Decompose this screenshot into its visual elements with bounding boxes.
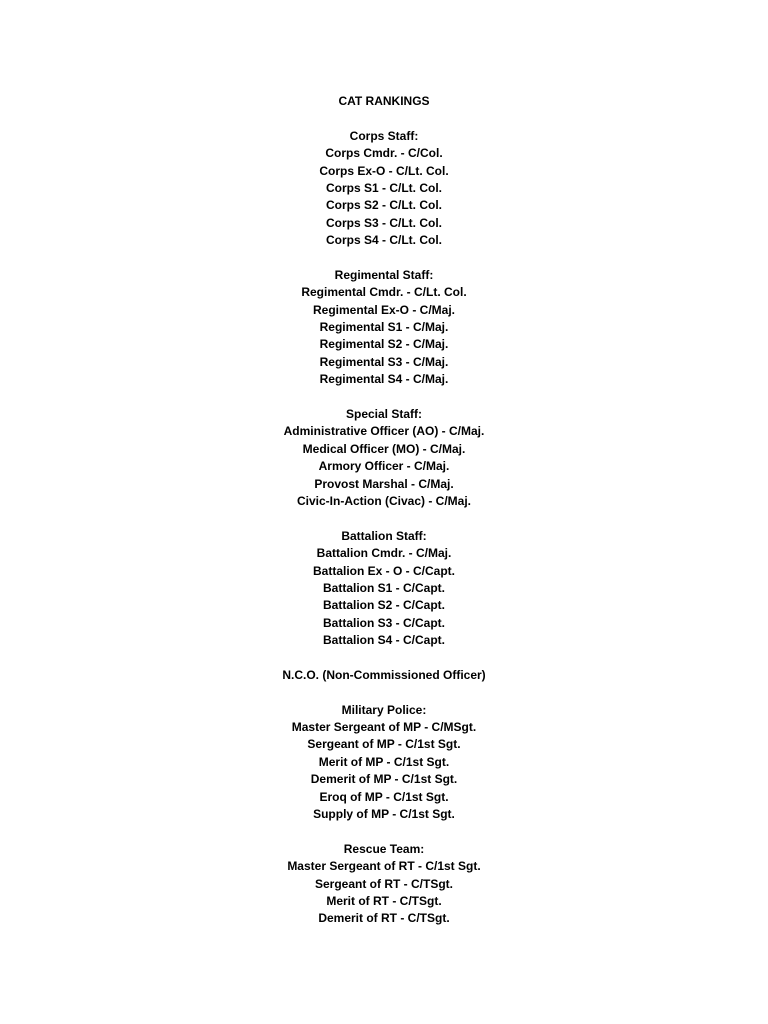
- spacer: [0, 110, 768, 127]
- nco-heading: N.C.O. (Non-Commissioned Officer): [282, 667, 486, 682]
- rank-entry: Supply of MP - C/1st Sgt.: [313, 807, 455, 822]
- rank-entry: Corps Ex-O - C/Lt. Col.: [319, 163, 449, 178]
- rank-entry: Battalion Ex - O - C/Capt.: [312, 563, 455, 578]
- rank-entry: Regimental S2 - C/Maj.: [319, 337, 449, 352]
- rank-entry: Battalion S1 - C/Capt.: [322, 580, 445, 595]
- section-heading: Military Police:: [341, 702, 427, 717]
- regimental-staff-section: [0, 267, 768, 389]
- spacer: [0, 250, 768, 267]
- rank-entry: Demerit of RT - C/TSgt.: [318, 911, 450, 926]
- rank-entry: Civic-In-Action (Civac) - C/Maj.: [296, 493, 472, 508]
- rank-entry: Armory Officer - C/Maj.: [318, 459, 450, 474]
- rank-entry: Regimental S4 - C/Maj.: [319, 372, 449, 387]
- rank-entry: Merit of RT - C/TSgt.: [326, 893, 442, 908]
- section-heading: Rescue Team:: [343, 841, 425, 856]
- spacer: [0, 684, 768, 701]
- rank-entry: Battalion S4 - C/Capt.: [322, 633, 445, 648]
- document-title: CAT RANKINGS: [338, 94, 430, 108]
- section-heading: Regimental Staff:: [334, 267, 434, 282]
- section-heading: Special Staff:: [345, 407, 423, 422]
- section-heading: Battalion Staff:: [341, 528, 427, 543]
- rank-entry: Medical Officer (MO) - C/Maj.: [302, 441, 466, 456]
- rank-entry: Master Sergeant of MP - C/MSgt.: [291, 720, 477, 735]
- battalion-staff-section: [0, 528, 768, 650]
- rank-entry: Regimental Cmdr. - C/Lt. Col.: [301, 285, 467, 300]
- rank-entry: Battalion Cmdr. - C/Maj.: [316, 546, 452, 561]
- rank-entry: Battalion S2 - C/Capt.: [322, 598, 445, 613]
- document-page: [0, 93, 768, 928]
- rank-entry: Regimental Ex-O - C/Maj.: [312, 302, 456, 317]
- corps-staff-section: [0, 128, 768, 250]
- rank-entry: Master Sergeant of RT - C/1st Sgt.: [287, 859, 481, 874]
- rank-entry: Sergeant of MP - C/1st Sgt.: [307, 737, 461, 752]
- spacer: [0, 823, 768, 840]
- rank-entry: Battalion S3 - C/Capt.: [322, 615, 445, 630]
- rank-entry: Demerit of MP - C/1st Sgt.: [310, 772, 458, 787]
- rank-entry: Eroq of MP - C/1st Sgt.: [319, 789, 449, 804]
- rank-entry: Regimental S1 - C/Maj.: [319, 320, 449, 335]
- rank-entry: Regimental S3 - C/Maj.: [319, 354, 449, 369]
- rank-entry: Corps S3 - C/Lt. Col.: [325, 215, 442, 230]
- rank-entry: Corps S2 - C/Lt. Col.: [325, 198, 442, 213]
- rank-entry: Sergeant of RT - C/TSgt.: [315, 876, 453, 891]
- rank-entry: Corps Cmdr. - C/Col.: [325, 146, 443, 161]
- spacer: [0, 650, 768, 667]
- rank-entry: Corps S4 - C/Lt. Col.: [325, 233, 442, 248]
- spacer: [0, 510, 768, 527]
- rescue-team-section: [0, 841, 768, 928]
- special-staff-section: [0, 406, 768, 510]
- rank-entry: Provost Marshal - C/Maj.: [314, 476, 454, 491]
- rank-entry: Administrative Officer (AO) - C/Maj.: [283, 424, 485, 439]
- rank-entry: Corps S1 - C/Lt. Col.: [325, 180, 442, 195]
- military-police-section: [0, 702, 768, 824]
- rank-entry: Merit of MP - C/1st Sgt.: [318, 754, 450, 769]
- section-heading: Corps Staff:: [349, 128, 419, 143]
- spacer: [0, 389, 768, 406]
